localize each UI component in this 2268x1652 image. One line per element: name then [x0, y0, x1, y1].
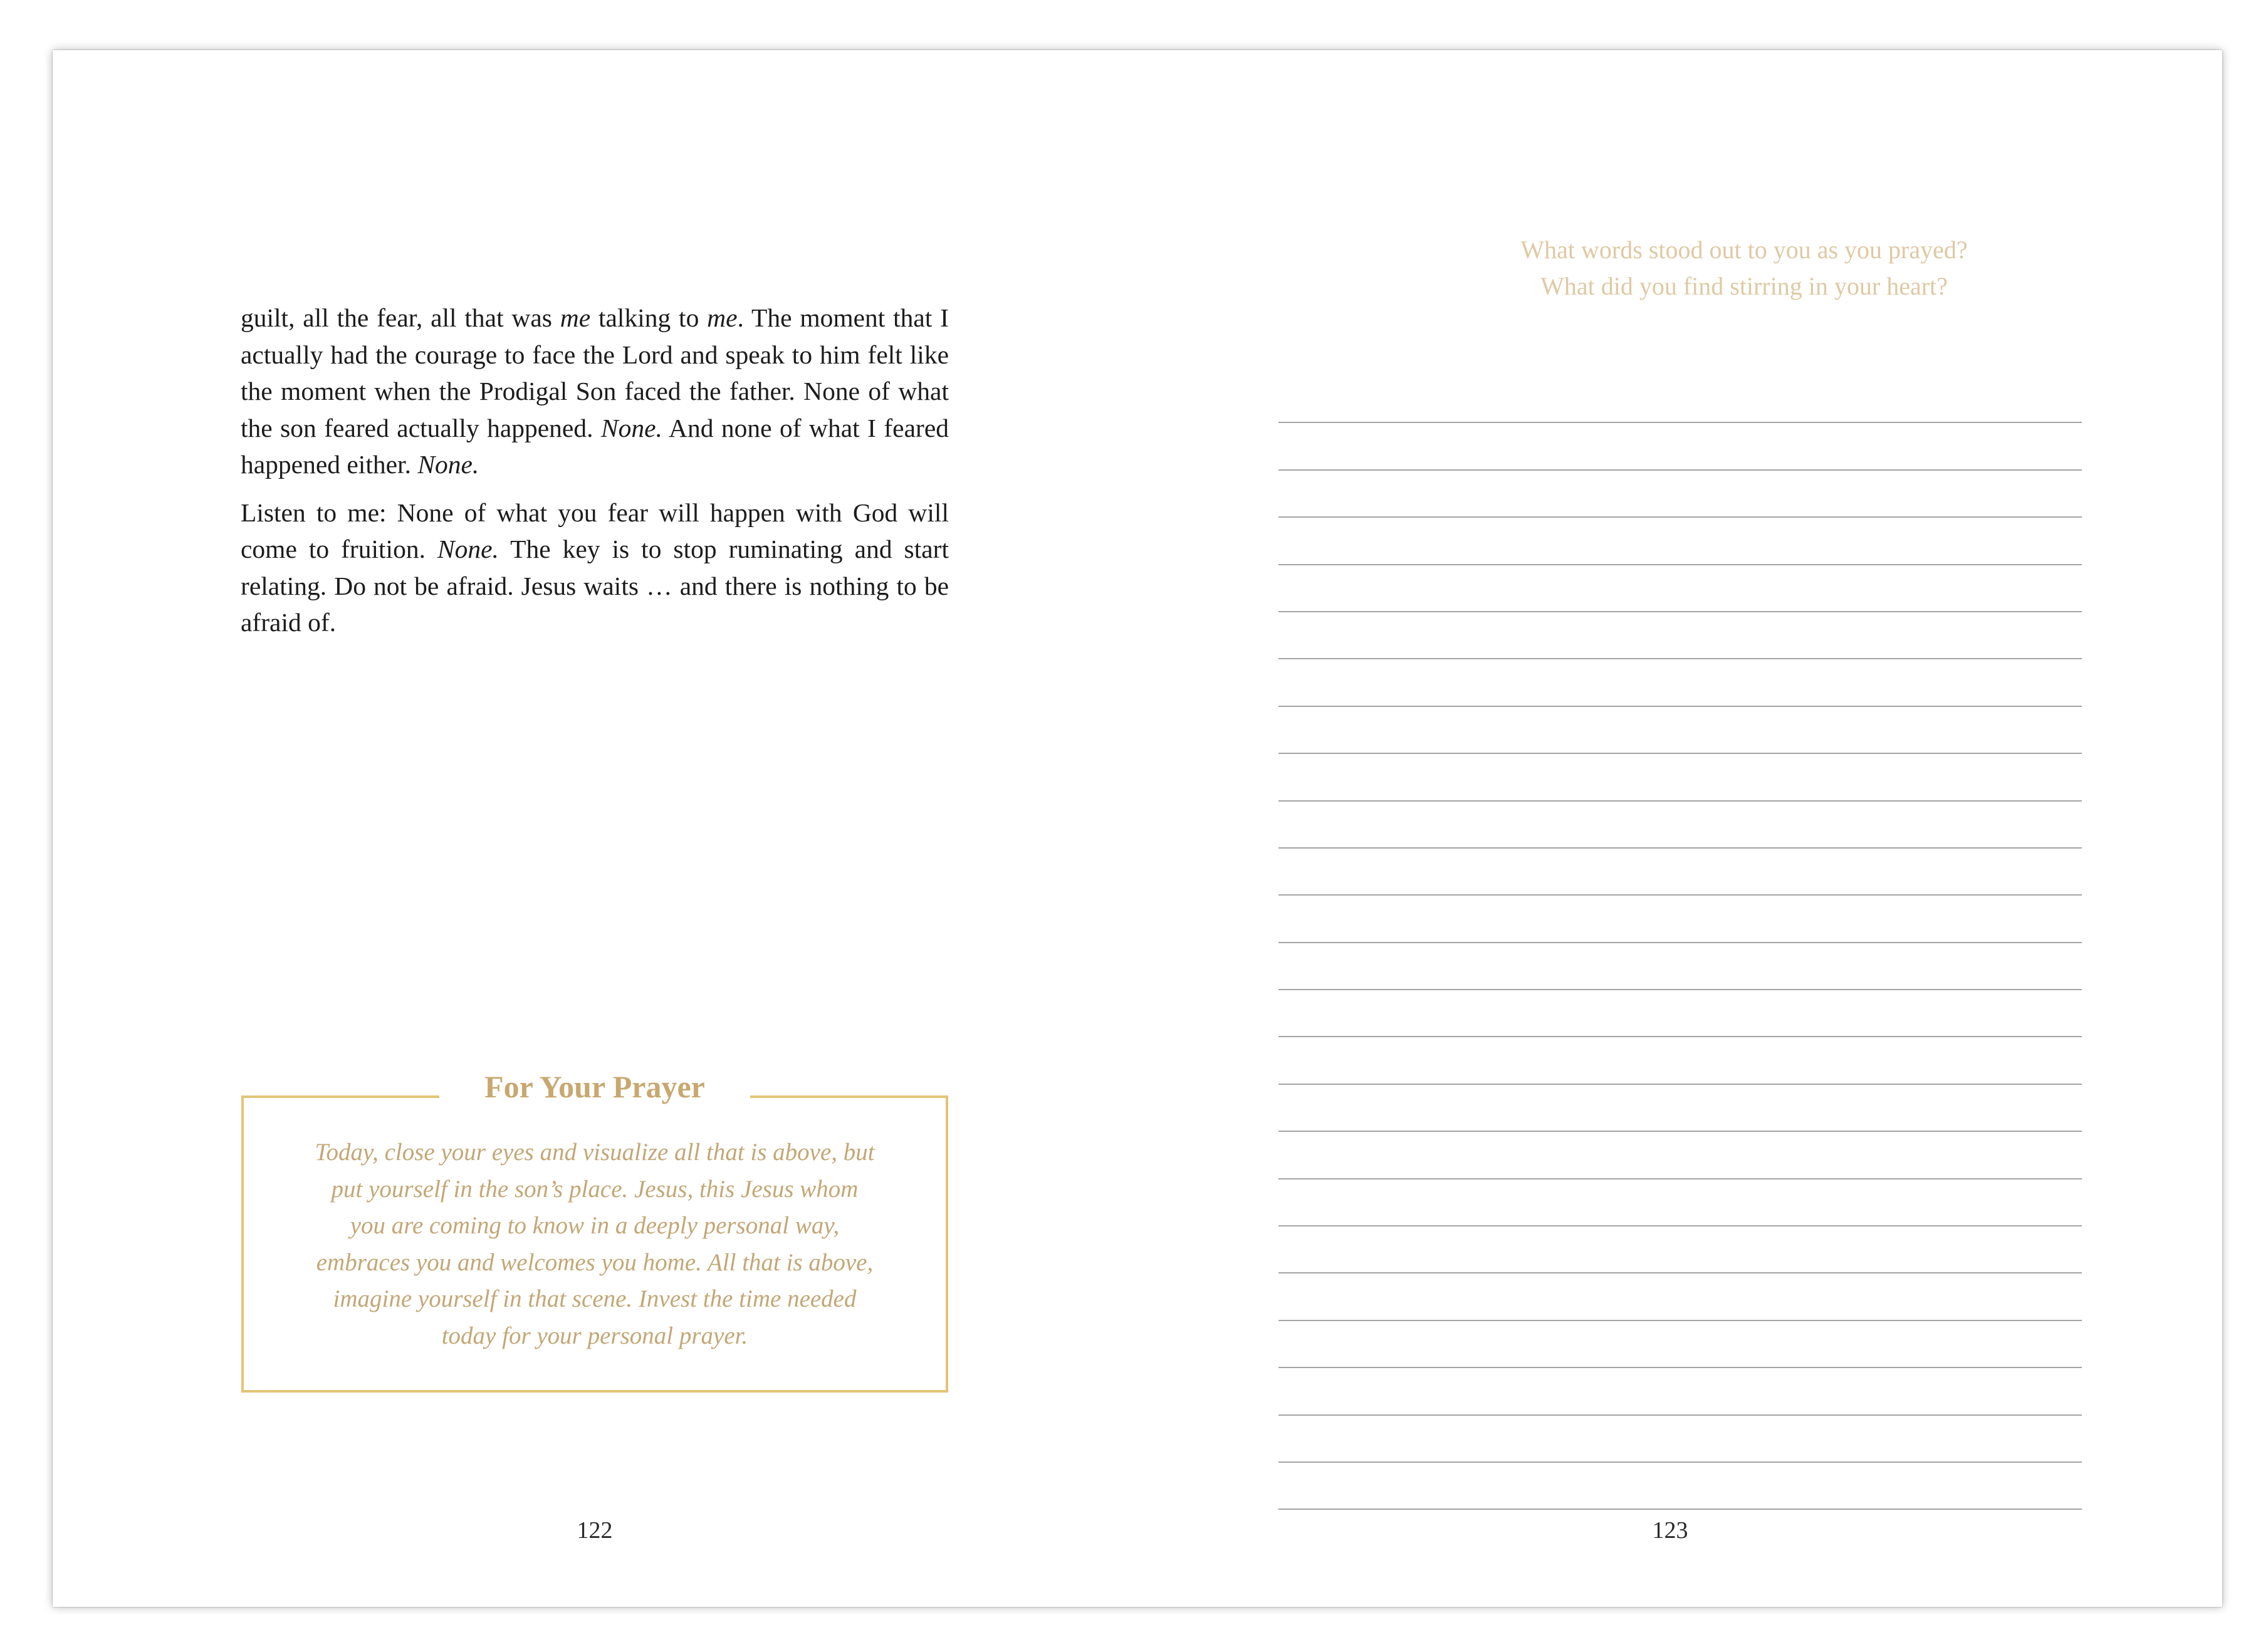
- text-run: The key is to stop ruminating and start relating. Do not be afraid. Jesus waits … and there is nothing to be afraid of.: [241, 535, 949, 637]
- journal-line: [1278, 659, 2082, 706]
- for-your-prayer-box: [241, 1069, 948, 1393]
- prayer-box-text: Today, close your eyes and visualize all that is above, but put yourself in the son’s place. Jesus, this Jesus whom you are coming to know in a deeply personal way, embraces you and welcomes you home. All that is above, imagine yourself in that scene. Invest the time needed today for your personal prayer.: [315, 1139, 875, 1349]
- page-number-right: 123: [1652, 1517, 1688, 1544]
- italic-emphasis: me: [707, 303, 738, 332]
- journal-line: [1278, 423, 2082, 470]
- journal-line: [1278, 1416, 2082, 1463]
- journal-line: [1278, 802, 2082, 849]
- journal-line: [1278, 612, 2082, 659]
- journal-line: [1278, 990, 2082, 1037]
- prayer-box-title: [244, 1062, 946, 1112]
- journal-line: [1278, 1273, 2082, 1320]
- italic-emphasis: None.: [417, 450, 479, 479]
- journal-line: [1278, 1085, 2082, 1132]
- text-run: . The moment that I actually had the courage to face the Lord and speak to him felt like the moment when the Prodigal Son faced the father. None of what the son feared actually happened.: [241, 303, 949, 442]
- journal-line: [1278, 707, 2082, 754]
- journal-line: [1278, 471, 2082, 518]
- italic-emphasis: None.: [600, 413, 662, 442]
- reflection-prompt-line-1: What words stood out to you as you prayed?: [1520, 236, 1968, 264]
- text-run: talking to: [590, 303, 708, 332]
- book-spread: [53, 50, 2222, 1607]
- text-run: guilt, all the fear, all that was: [241, 303, 560, 332]
- journal-line: [1278, 896, 2082, 943]
- journal-line: [1278, 376, 2082, 423]
- prayer-box-title-text: For Your Prayer: [439, 1062, 750, 1112]
- left-page: [53, 50, 1137, 1607]
- text-run: And none of what I feared happened either.: [241, 413, 949, 479]
- journal-line: [1278, 1132, 2082, 1179]
- page-number-left: 122: [577, 1517, 613, 1544]
- italic-emphasis: None.: [437, 535, 499, 563]
- text-run: Listen to me: None of what you fear will happen with God will come to fruition.: [241, 498, 949, 563]
- paragraph-2: [241, 494, 949, 641]
- journal-line: [1278, 943, 2082, 990]
- journal-line: [1278, 1226, 2082, 1273]
- journal-line: [1278, 754, 2082, 801]
- journal-line: [1278, 1321, 2082, 1368]
- journal-line: [1278, 1179, 2082, 1226]
- reflection-prompt-line-2: What did you find stirring in your heart?: [1540, 272, 1948, 300]
- journal-line: [1278, 1368, 2082, 1415]
- journal-line: [1278, 1037, 2082, 1084]
- body-text: [241, 300, 949, 652]
- journal-line: [1278, 565, 2082, 612]
- italic-emphasis: me: [560, 303, 591, 332]
- journal-line: [1278, 518, 2082, 565]
- journal-writing-lines: [1278, 376, 2082, 1510]
- paragraph-1: [241, 300, 949, 483]
- journal-line: [1278, 849, 2082, 896]
- journal-line: [1278, 1463, 2082, 1510]
